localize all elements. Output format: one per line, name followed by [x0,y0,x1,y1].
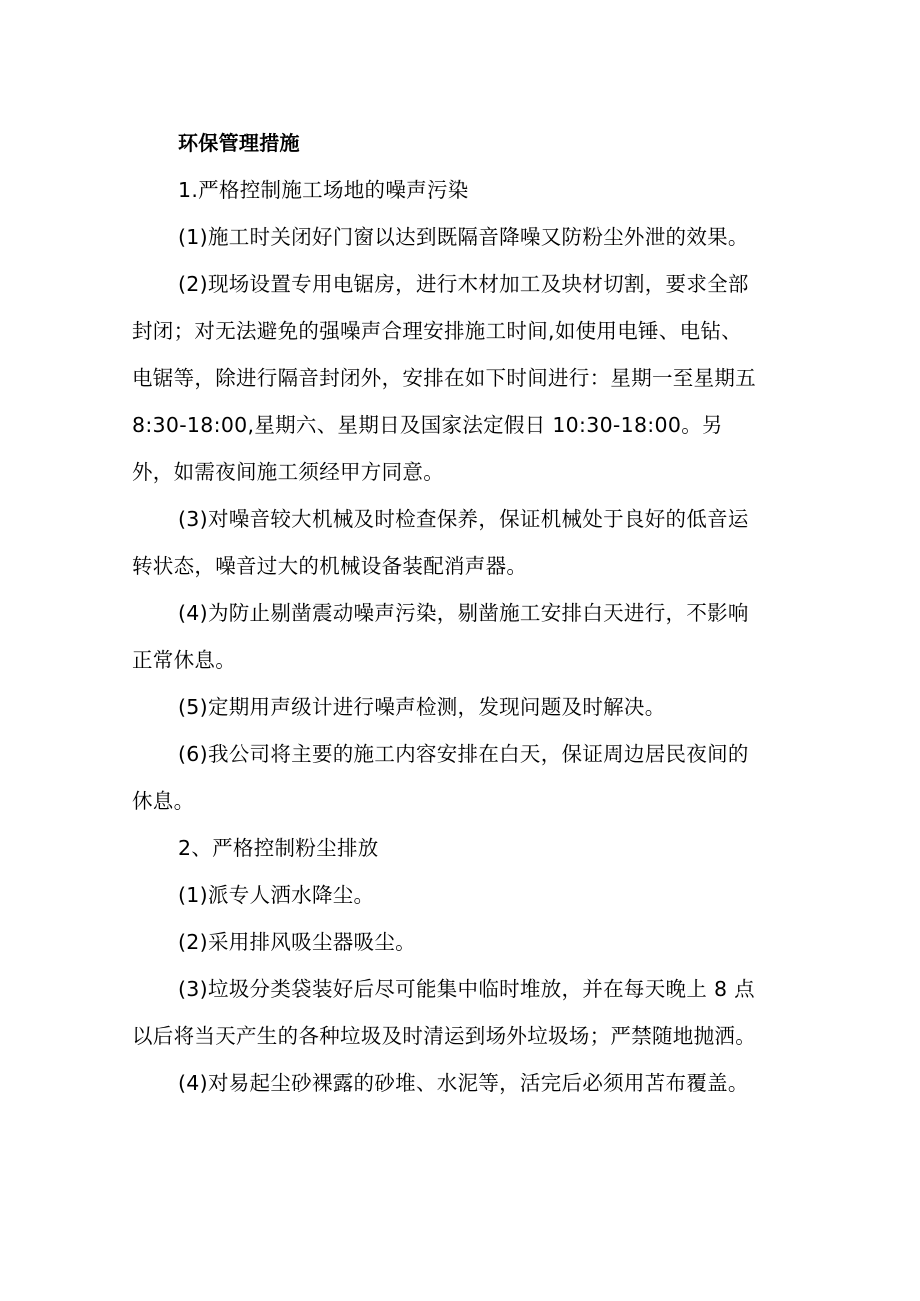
section-heading: 2、严格控制粉尘排放 [178,836,379,860]
list-item [132,1060,792,1107]
paragraph-line: 外，如需夜间施工须经甲方同意。 [132,460,444,484]
paragraph-line: (3)垃圾分类袋装好后尽可能集中临时堆放，并在每天晚上 8 点 [178,977,755,1001]
paragraph-line: 封闭；对无法避免的强噪声合理安排施工时间,如使用电锤、电钻、 [132,319,743,343]
paragraph-line: 正常休息。 [132,648,236,672]
list-item [132,731,792,825]
list-item [132,684,792,731]
list-item [132,872,792,919]
list-item [132,590,792,684]
list-item [132,919,792,966]
paragraph-line: (4)为防止剔凿震动噪声污染，剔凿施工安排白天进行，不影响 [178,601,749,625]
list-item [132,496,792,590]
paragraph-line: (1)施工时关闭好门窗以达到既隔音降噪又防粉尘外泄的效果。 [178,225,749,249]
paragraph-line: (1)派专人洒水降尘。 [178,883,375,907]
page-title: 环保管理措施 [178,131,300,155]
list-item [132,966,792,1060]
paragraph-line: (6)我公司将主要的施工内容安排在白天，保证周边居民夜间的 [178,742,749,766]
paragraph-line: (4)对易起尘砂裸露的砂堆、水泥等，活完后必须用苫布覆盖。 [178,1071,749,1095]
paragraph-line: 电锯等，除进行隔音封闭外，安排在如下时间进行：星期一至星期五 [132,366,756,390]
paragraph-line: (2)现场设置专用电锯房，进行木材加工及块材切割，要求全部 [178,272,749,296]
paragraph-line: 转状态，噪音过大的机械设备装配消声器。 [132,554,528,578]
paragraph-line: (5)定期用声级计进行噪声检测，发现问题及时解决。 [178,695,666,719]
paragraph-line: (2)采用排风吸尘器吸尘。 [178,930,416,954]
paragraph-line: (3)对噪音较大机械及时检查保养，保证机械处于良好的低音运 [178,507,749,531]
list-item [132,214,792,261]
list-item [132,261,792,496]
section-heading: 1.严格控制施工场地的噪声污染 [178,178,469,202]
document-body [132,120,792,1107]
paragraph-line: 以后将当天产生的各种垃圾及时清运到场外垃圾场；严禁随地抛洒。 [132,1024,756,1048]
paragraph-line: 8:30-18:00,星期六、星期日及国家法定假日 10:30-18:00。另 [132,413,723,437]
paragraph-line: 休息。 [132,789,195,813]
